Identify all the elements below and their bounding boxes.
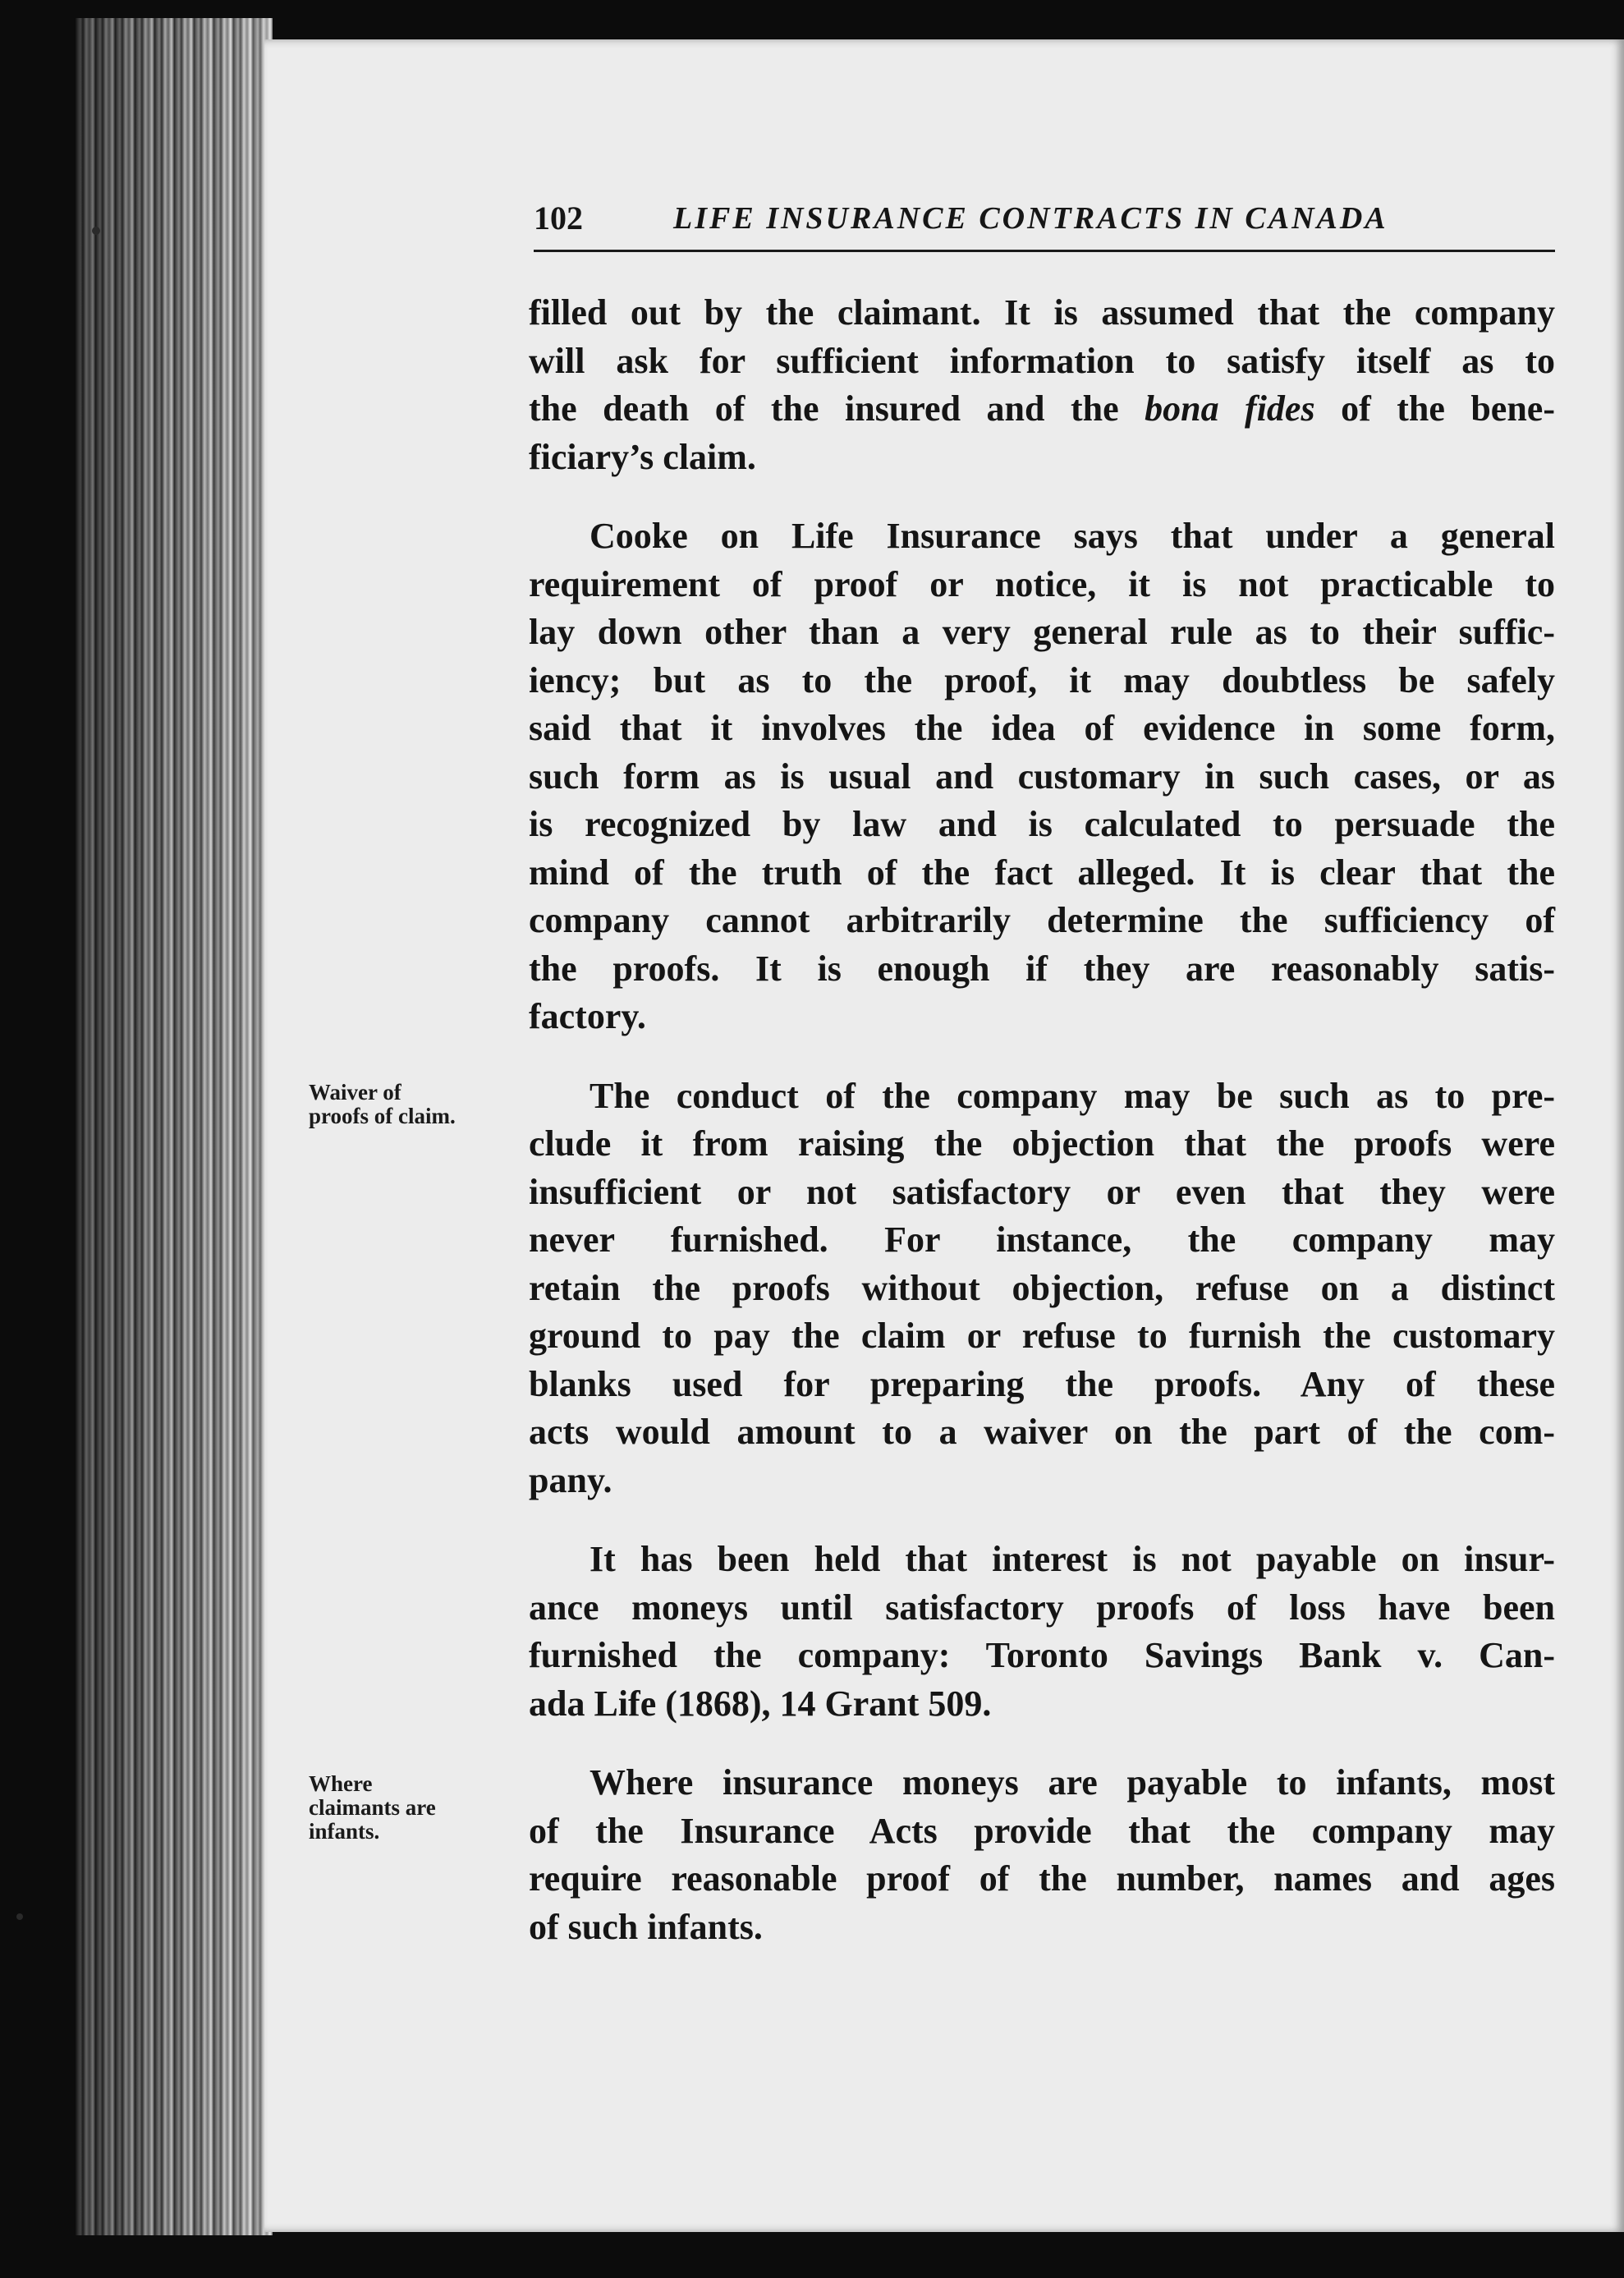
- running-header: [534, 195, 1555, 255]
- text-line: ground to pay the claim or refuse to furnish the customary: [529, 1316, 1555, 1356]
- text-line: Where insurance moneys are payable to infants, most: [590, 1762, 1555, 1803]
- text-line: lay down other than a very general rule as to their suffic-: [529, 612, 1555, 652]
- text-line: the proofs. It is enough if they are reasonably satis-: [529, 948, 1555, 989]
- paragraph-1: [529, 289, 1555, 481]
- text-line: acts would amount to a waiver on the part of the com-: [529, 1412, 1555, 1452]
- margin-note-line: Where: [309, 1771, 373, 1796]
- text-line: ance moneys until satisfactory proofs of loss have been: [529, 1587, 1555, 1628]
- text-line: require reasonable proof of the number, names and ages: [529, 1858, 1555, 1899]
- text-line: such form as is usual and customary in such cases, or as: [529, 756, 1555, 797]
- text-line: clude it from raising the objection that the proofs were: [529, 1123, 1555, 1164]
- scan-speck: [92, 227, 100, 235]
- scan-speck: [16, 1913, 23, 1920]
- text-line: factory.: [529, 996, 646, 1036]
- text-line: mind of the truth of the fact alleged. It is clear that the: [529, 852, 1555, 893]
- text-line: blanks used for preparing the proofs. Any of these: [529, 1363, 1555, 1404]
- text-line: of such infants.: [529, 1906, 763, 1947]
- margin-note-line: infants.: [309, 1819, 380, 1844]
- margin-note-infants: [309, 1772, 514, 1844]
- italic-phrase: bona fides: [1145, 388, 1315, 429]
- page-edge-shadow: [76, 18, 273, 2235]
- text-line: ficiary’s claim.: [529, 436, 756, 477]
- text-line: retain the proofs without objection, refuse on a distinct: [529, 1267, 1555, 1308]
- text-line: never furnished. For instance, the company may: [529, 1219, 1555, 1260]
- text-line: iency; but as to the proof, it may doubtless be safely: [529, 659, 1555, 700]
- paragraph-3: [529, 1072, 1555, 1505]
- paragraph-4: [529, 1536, 1555, 1728]
- text-line: The conduct of the company may be such as to pre-: [590, 1075, 1555, 1116]
- text-line: is recognized by law and is calculated to persuade the: [529, 804, 1555, 844]
- text-line: ada Life (1868), 14 Grant 509.: [529, 1683, 992, 1724]
- text-line: of the Insurance Acts provide that the company may: [529, 1810, 1555, 1851]
- text-line: filled out by the claimant. It is assumed that the company: [529, 292, 1555, 333]
- running-title: LIFE INSURANCE CONTRACTS IN CANADA: [673, 201, 1388, 236]
- margin-note-line: proofs of claim.: [309, 1104, 456, 1128]
- paragraph-5: [529, 1759, 1555, 1951]
- text-fragment: of the bene-: [1314, 388, 1555, 429]
- text-line: company cannot arbitrarily determine the sufficiency of: [529, 900, 1555, 940]
- text-line: will ask for sufficient information to satisfy itself as to: [529, 340, 1555, 381]
- paragraph-2: [529, 512, 1555, 1041]
- text-line: furnished the company: Toronto Savings Bank v. Can-: [529, 1635, 1555, 1675]
- margin-note-waiver: [309, 1081, 514, 1128]
- header-rule: [534, 250, 1555, 252]
- text-line: said that it involves the idea of evidence in some form,: [529, 708, 1555, 748]
- text-line: requirement of proof or notice, it is not practicable to: [529, 563, 1555, 604]
- text-fragment: the death of the insured and the: [529, 388, 1145, 429]
- page-number: 102: [534, 200, 583, 237]
- margin-note-line: claimants are: [309, 1795, 436, 1820]
- text-line-with-italic: [529, 385, 1555, 434]
- text-line: Cooke on Life Insurance says that under a general: [590, 516, 1555, 556]
- text-line: It has been held that interest is not payable on insur-: [590, 1539, 1555, 1579]
- text-line: pany.: [529, 1459, 612, 1500]
- body-text: [529, 289, 1555, 1951]
- margin-note-line: Waiver of: [309, 1080, 401, 1105]
- text-line: insufficient or not satisfactory or even that they were: [529, 1171, 1555, 1212]
